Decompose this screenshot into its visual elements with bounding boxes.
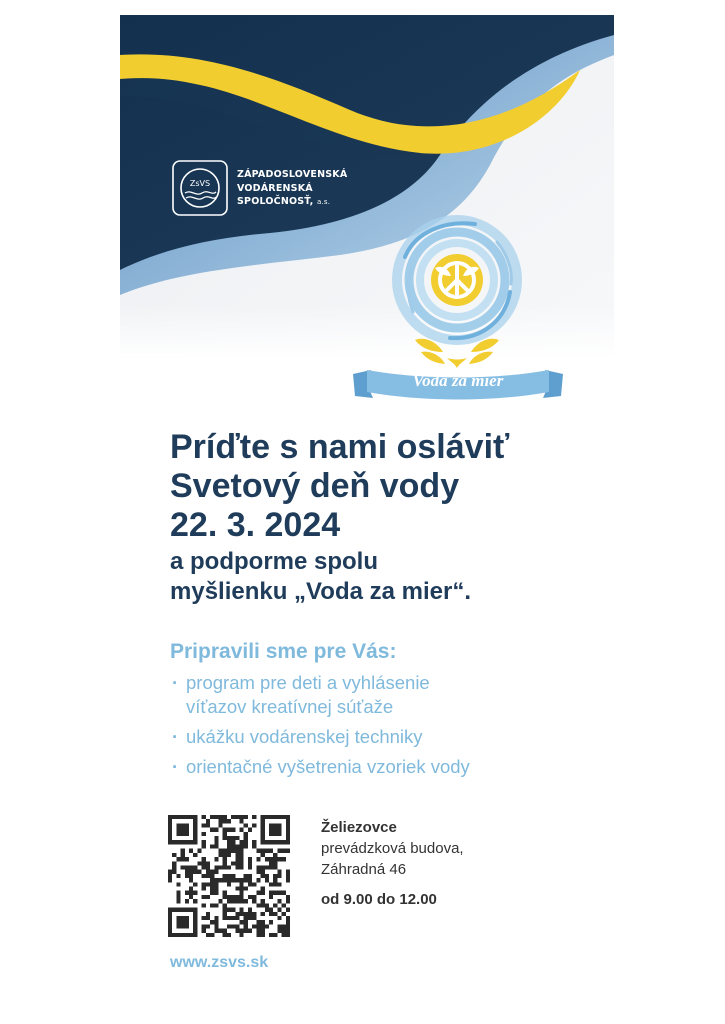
company-name — [237, 168, 347, 210]
program-title: Pripravili sme pre Vás: — [170, 640, 397, 663]
program-list — [170, 671, 470, 779]
headline-line2: Svetový deň vody — [170, 467, 460, 505]
logo-text: ZsVS — [189, 179, 211, 188]
event-location — [321, 817, 464, 910]
location-building: prevádzková budova, — [321, 840, 464, 857]
list-item: · ukážku vodárenskej techniky — [170, 725, 470, 749]
location-city: Želiezovce — [321, 819, 397, 836]
website-link[interactable]: www.zsvs.sk — [170, 954, 269, 971]
water-for-peace-emblem — [385, 212, 535, 372]
headline-line5: myšlienku „Voda za mier“. — [170, 578, 471, 605]
company-name-suffix: a.s. — [316, 198, 331, 206]
banner-label: Voda za mier — [412, 371, 504, 390]
location-street: Záhradná 46 — [321, 861, 407, 878]
qr-code[interactable] — [168, 815, 290, 937]
headline-date: 22. 3. 2024 — [170, 506, 341, 544]
company-name-line1: ZÁPADOSLOVENSKÁ — [237, 169, 348, 180]
company-name-line2: VODÁRENSKÁ — [237, 182, 313, 194]
event-hours: od 9.00 do 12.00 — [321, 891, 437, 908]
headline-line1: Príďte s nami osláviť — [170, 428, 510, 466]
list-item: · orientačné vyšetrenia vzoriek vody — [170, 755, 470, 779]
list-item: · program pre deti a vyhlásenie víťazov kreatívnej súťaže — [170, 671, 470, 719]
headline — [170, 428, 509, 607]
headline-line4: a podporme spolu — [170, 548, 379, 575]
program-section — [170, 639, 470, 785]
company-logo-icon — [172, 160, 228, 216]
company-name-line3: SPOLOČNOSŤ, a.s. — [237, 196, 331, 207]
